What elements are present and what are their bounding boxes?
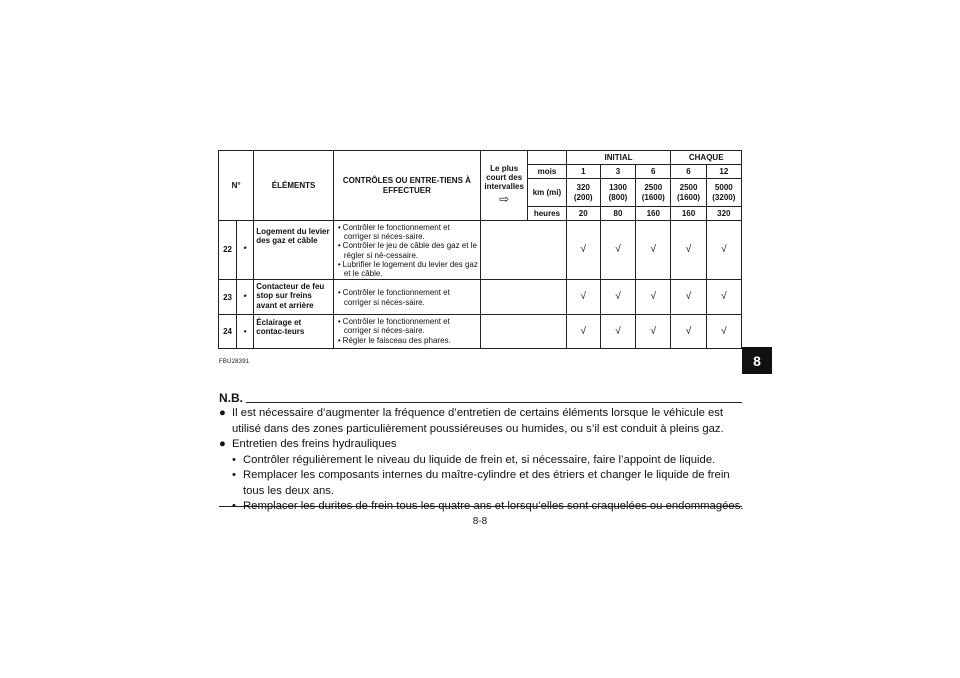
bullet-icon: ● xyxy=(219,407,226,419)
row-marker: * xyxy=(237,280,254,315)
note-title: N.B. xyxy=(219,391,243,405)
row-element: Contacteur de feu stop sur freins avant et arrière xyxy=(254,280,334,315)
row-number: 23 xyxy=(219,280,237,315)
row-element: Éclairage et contac-teurs xyxy=(254,315,334,349)
note-subtext: Remplacer les composants internes du maître-cylindre et des étriers et changer le liquide de frein tous les deux ans. xyxy=(243,469,730,497)
list-subitem xyxy=(219,468,744,499)
check-mark: √ xyxy=(566,315,600,349)
hours-2: 80 xyxy=(600,207,635,221)
check-mark: √ xyxy=(566,280,600,315)
control-item: • Contrôler le fonctionnement et corriger si néces-saire. xyxy=(336,288,478,306)
row-number: 24 xyxy=(219,315,237,349)
check-mark: √ xyxy=(636,221,671,280)
control-item: • Lubrifier le logement du levier des gaz et le câble. xyxy=(336,260,478,278)
table-row xyxy=(219,221,742,280)
hours-4: 160 xyxy=(671,207,706,221)
control-item: • Contrôler le fonctionnement et corriger si néces-saire. xyxy=(336,223,478,241)
row-controls xyxy=(333,280,480,315)
header-period-blank xyxy=(528,151,566,165)
hours-1: 20 xyxy=(566,207,600,221)
list-item xyxy=(219,437,744,453)
sub-bullet-icon: • xyxy=(232,500,236,512)
arrow-right-icon: ⇨ xyxy=(499,192,510,207)
note-text: Entretien des freins hydrauliques xyxy=(232,438,397,450)
check-mark: √ xyxy=(671,280,706,315)
header-months-label: mois xyxy=(528,165,566,179)
table-row xyxy=(219,315,742,349)
header-initial: INITIAL xyxy=(566,151,671,165)
check-mark: √ xyxy=(706,315,741,349)
control-item: • Contrôler le fonctionnement et corriger si néces-saire. xyxy=(336,317,478,335)
check-mark: √ xyxy=(600,315,635,349)
note-top-rule xyxy=(246,402,742,403)
list-subitem xyxy=(219,453,744,469)
km-5: 5000 (3200) xyxy=(706,179,741,207)
header-each: CHAQUE xyxy=(671,151,742,165)
header-num: N° xyxy=(219,151,254,221)
check-mark: √ xyxy=(636,280,671,315)
control-item: • Contrôler le jeu de câble des gaz et le régler si né-cessaire. xyxy=(336,241,478,259)
months-3: 6 xyxy=(636,165,671,179)
check-mark: √ xyxy=(706,221,741,280)
header-shortest-label: Le plus court des intervalles xyxy=(484,163,524,192)
sub-bullet-icon: • xyxy=(232,453,236,466)
km-4: 2500 (1600) xyxy=(671,179,706,207)
sub-bullet-icon: • xyxy=(232,469,236,481)
check-mark: √ xyxy=(636,315,671,349)
note-bottom-rule xyxy=(219,506,742,507)
months-4: 6 xyxy=(671,165,706,179)
months-5: 12 xyxy=(706,165,741,179)
months-2: 3 xyxy=(600,165,635,179)
chapter-tab: 8 xyxy=(742,347,772,374)
row-number: 22 xyxy=(219,221,237,280)
row-element: Logement du levier des gaz et câble xyxy=(254,221,334,280)
page-number: 8-8 xyxy=(472,516,488,527)
hours-5: 320 xyxy=(706,207,741,221)
check-mark: √ xyxy=(671,221,706,280)
header-km-label: km (mi) xyxy=(528,179,566,207)
row-marker: • xyxy=(237,315,254,349)
km-3: 2500 (1600) xyxy=(636,179,671,207)
check-mark: √ xyxy=(706,280,741,315)
check-mark: √ xyxy=(600,221,635,280)
row-marker: * xyxy=(237,221,254,280)
row-controls xyxy=(333,221,480,280)
table-row xyxy=(219,280,742,315)
row-shortest-blank xyxy=(480,315,566,349)
note-subtext: Contrôler régulièrement le niveau du liquide de frein et, si nécessaire, faire l’appoint de liquide. xyxy=(243,453,716,466)
header-row-period xyxy=(219,151,742,165)
row-shortest-blank xyxy=(480,221,566,280)
note-subtext: Remplacer les durites de frein tous les quatre ans et lorsqu’elles sont craquelées ou endommagées. xyxy=(243,500,744,512)
km-1: 320 (200) xyxy=(566,179,600,207)
check-mark: √ xyxy=(566,221,600,280)
km-2: 1300 (800) xyxy=(600,179,635,207)
check-mark: √ xyxy=(671,315,706,349)
header-hours-label: heures xyxy=(528,207,566,221)
control-item: • Régler le faisceau des phares. xyxy=(336,336,478,345)
header-elements: ÉLÉMENTS xyxy=(254,151,334,221)
hours-3: 160 xyxy=(636,207,671,221)
note-body xyxy=(219,406,744,515)
months-1: 1 xyxy=(566,165,600,179)
row-controls xyxy=(333,315,480,349)
list-item xyxy=(219,406,744,437)
row-shortest-blank xyxy=(480,280,566,315)
check-mark: √ xyxy=(600,280,635,315)
bullet-icon: ● xyxy=(219,438,226,450)
maintenance-table xyxy=(218,150,742,349)
note-text: Il est nécessaire d’augmenter la fréquence d’entretien de certains éléments lorsque le véhicule est utilisé dans des zones particulièrement poussiéreuses ou humides, ou s’il est conduit à pleins gaz. xyxy=(232,407,724,435)
header-controls: CONTRÔLES OU ENTRE-TIENS À EFFECTUER xyxy=(333,151,480,221)
reference-code: FBU28391 xyxy=(219,359,250,365)
header-shortest xyxy=(480,151,527,221)
